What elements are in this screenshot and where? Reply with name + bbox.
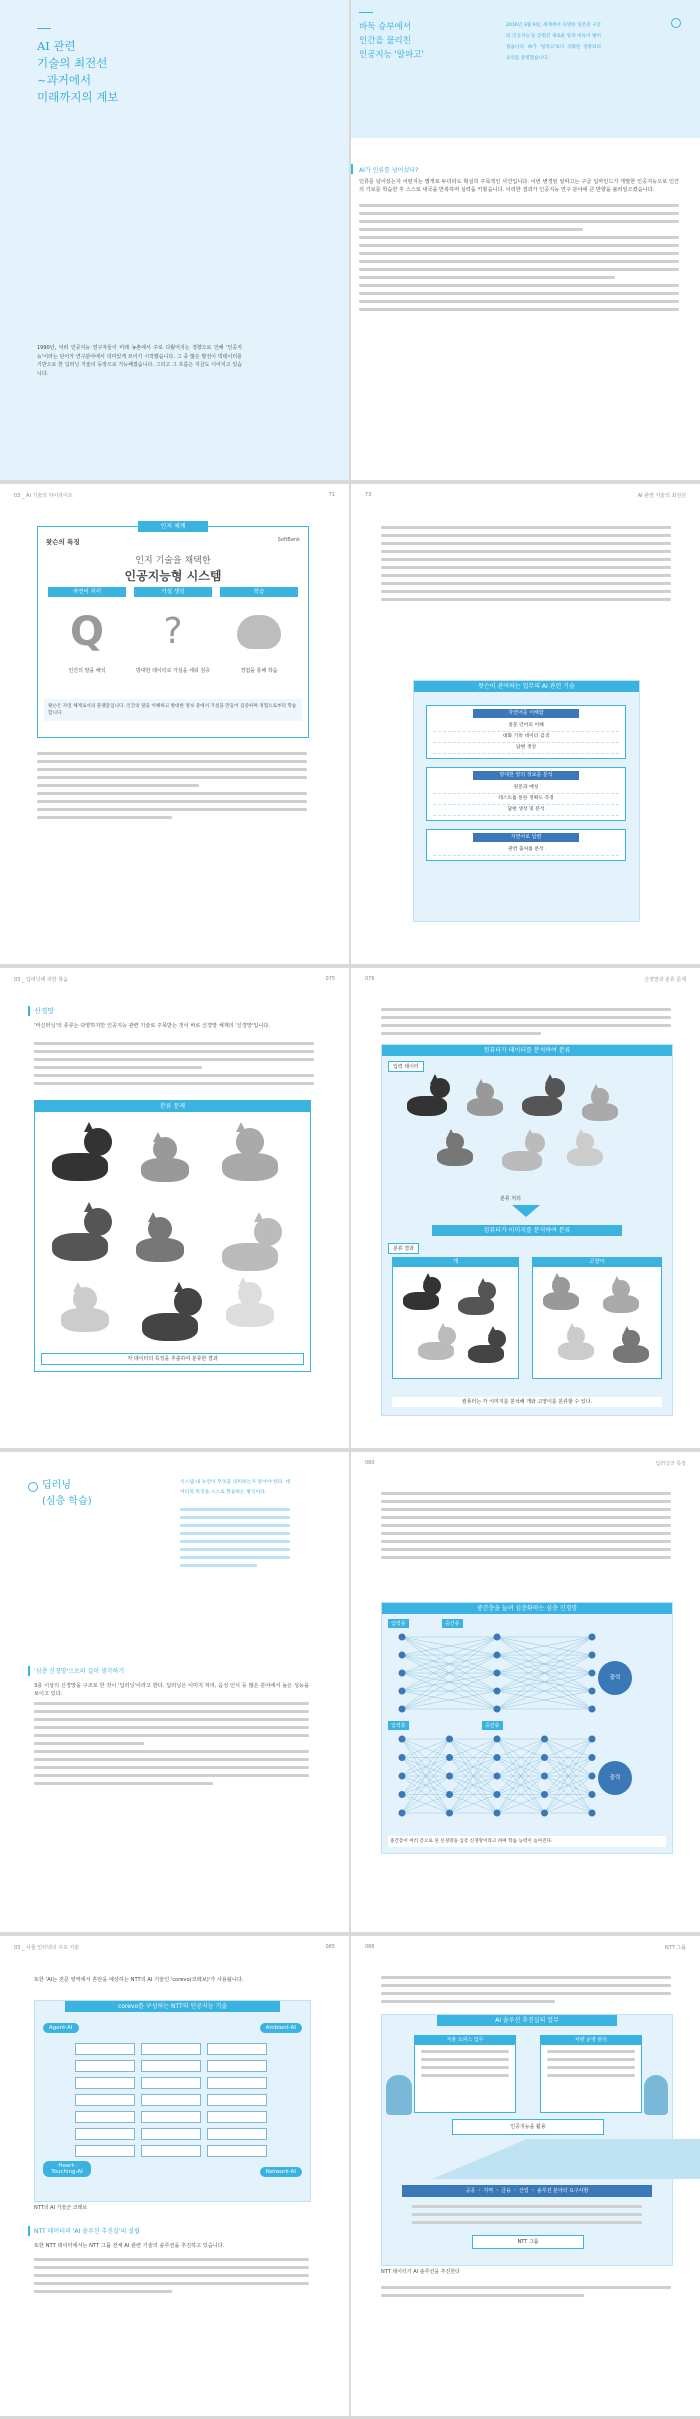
- dog-icon: [45, 1201, 115, 1271]
- brand-logo: SoftBank: [277, 537, 300, 543]
- technology-item: [75, 2077, 135, 2089]
- neuron: [541, 1773, 548, 1780]
- quote-side-text: 2016년 3월 9일, 세계에서 유명한 일본의 구글의 인공지능'을 갖춰진 새로운 알파 바둑이 벌어졌습니다. AI가 '알파고'보다 강화된 컴퓨터의 승리를 증명했습니다.: [506, 23, 601, 61]
- page-number: 71: [328, 492, 335, 498]
- box-title: 인지 체계: [138, 521, 208, 532]
- cat-icon: [462, 1078, 507, 1123]
- running-header: 신경망과 분류 문제: [644, 977, 686, 983]
- section-heading: 신경망: [34, 1007, 55, 1015]
- page-9: [0, 1936, 349, 2416]
- diagram-caption: 중간층이 여러 층으로 된 신경망을 심층 신경망이라고 하며 학습 능력이 높아진다.: [388, 1836, 666, 1847]
- chapter-title: [37, 38, 118, 106]
- cat-icon: [553, 1322, 598, 1367]
- result-label: 분류 결과: [388, 1243, 419, 1254]
- body-lines: [359, 204, 679, 316]
- classification-box: [34, 1100, 311, 1372]
- page-4: [351, 484, 700, 964]
- group-title: 자연어로 답변: [473, 833, 579, 842]
- technology-item: [141, 2111, 201, 2123]
- neuron: [446, 1773, 453, 1780]
- technology-item: [141, 2145, 201, 2157]
- spread-4: [0, 1452, 700, 1932]
- feature-col: [48, 587, 126, 687]
- dog-icon: [413, 1322, 458, 1367]
- body-lines: [381, 1976, 671, 2008]
- neuron: [494, 1773, 501, 1780]
- spread-1: [0, 0, 700, 480]
- dog-icon: [497, 1128, 547, 1178]
- brain-icon: [220, 597, 298, 667]
- box-caption: 왓슨은 자연 체계로서의 플랫폼입니다. 인간의 말을 이해하고 방대한 정보 중에서 가설을 만들어 검증하며 경험으로부터 학습합니다.: [44, 699, 302, 721]
- neuron: [494, 1810, 501, 1817]
- technology-item: [207, 2111, 267, 2123]
- technology-item: [141, 2060, 201, 2072]
- cat-icon: [135, 1131, 195, 1191]
- person-icon: [644, 2075, 668, 2115]
- neuron: [589, 1688, 596, 1695]
- page-header: [365, 1944, 686, 1954]
- running-header: NTT 그룹: [664, 1945, 686, 1951]
- section-mark: [28, 1006, 30, 1016]
- box-caption: 각 데이터의 특징을 추출하여 분류한 결과: [41, 1353, 304, 1365]
- section-title-line: 딥러닝: [42, 1480, 71, 1491]
- neuron: [589, 1670, 596, 1677]
- section-mark: [28, 1666, 30, 1676]
- diagram-groups: [426, 697, 626, 869]
- neuron: [494, 1652, 501, 1659]
- technology-item: [75, 2060, 135, 2072]
- diagram-title: corevo를 구성하는 NTT의 인공지능 기술: [65, 2001, 280, 2012]
- page-header: [365, 976, 686, 986]
- spread-2: [0, 484, 700, 964]
- neuron: [589, 1810, 596, 1817]
- dog-images: [393, 1267, 518, 1375]
- headline-1: 인지 기술을 채택한: [135, 556, 211, 566]
- neuron: [541, 1754, 548, 1761]
- chapter-title-line: ~과거에서: [37, 73, 92, 87]
- body-lines: [37, 752, 307, 824]
- page-header: [365, 1460, 686, 1470]
- neuron: [589, 1754, 596, 1761]
- technology-item: [75, 2128, 135, 2140]
- box-subtitle: 왓슨의 특징: [46, 538, 80, 546]
- group-item: 답변 생성 및 분석: [433, 805, 619, 816]
- output-node: 출력: [598, 1661, 632, 1695]
- group-item: 대화 기록 데이터 검색: [433, 732, 619, 743]
- technology-item: [75, 2145, 135, 2157]
- body-lines: [381, 1492, 671, 1564]
- sub-title: 컴퓨터가 이미지를 분석하여 분류: [432, 1225, 622, 1236]
- cat-icon: [598, 1275, 643, 1320]
- neuron: [399, 1754, 406, 1761]
- page-number: 085: [325, 1944, 335, 1950]
- page-8: [351, 1452, 700, 1932]
- section-mark: [28, 2226, 30, 2236]
- feature-col-desc: 경험을 통해 학습: [240, 668, 278, 674]
- box-title: 자율 오피스 업무: [415, 2036, 515, 2045]
- input-layer-label: 입력층: [388, 1721, 409, 1730]
- section-body: 또한 NTT 데이터에서는 NTT 그룹 전체 AI 관련 기술의 솔루션을 추진하고 있습니다.: [34, 2243, 225, 2249]
- spread-5: [0, 1936, 700, 2416]
- page-header: [14, 1944, 335, 1954]
- neuron: [494, 1688, 501, 1695]
- cat-icon: [538, 1272, 583, 1317]
- ambient-ai-badge: Ambient-AI: [260, 2023, 302, 2033]
- page-5: [0, 968, 349, 1448]
- diagram-caption: 컴퓨터는 각 이미지를 분석해 개와 고양이를 분류할 수 있다.: [392, 1397, 662, 1407]
- body-lines: [34, 2258, 309, 2298]
- agent-ai-badge: Agent-AI: [43, 2023, 79, 2033]
- neuron: [494, 1736, 501, 1743]
- headline-2: 인공지능형 시스템: [124, 569, 222, 583]
- page-number: 075: [325, 976, 335, 982]
- title-rule: [37, 28, 51, 29]
- neuron: [399, 1688, 406, 1695]
- body-lines: [34, 1702, 309, 1790]
- feature-col-title: 자연어 처리: [48, 587, 126, 597]
- quote-line: 바둑 승부에서: [359, 22, 411, 32]
- figure-caption: NTT의 AI 기술군 코레보: [34, 2205, 88, 2211]
- neuron: [589, 1634, 596, 1641]
- neuron: [399, 1736, 406, 1743]
- neuron: [589, 1773, 596, 1780]
- body-lines: [34, 1042, 314, 1090]
- dog-icon: [135, 1281, 205, 1351]
- cat-icon: [220, 1276, 280, 1336]
- diagram-title: 중간층을 늘려 심층화하는 심층 신경망: [382, 1603, 672, 1614]
- quote-title: [359, 20, 424, 62]
- technology-item: [207, 2077, 267, 2089]
- letter-q-icon: Q: [69, 609, 104, 655]
- diagram-title: 컴퓨터가 데이터를 분석하여 분류: [382, 1045, 672, 1056]
- page-number: 73: [365, 492, 372, 498]
- cat-icon: [215, 1121, 285, 1191]
- neuron: [589, 1791, 596, 1798]
- neuron: [399, 1670, 406, 1677]
- output-node: 출력: [598, 1761, 632, 1795]
- diagram-group: [426, 705, 626, 759]
- watson-box: [37, 523, 309, 738]
- box-title: 분류 문제: [35, 1101, 310, 1112]
- technology-item: [141, 2043, 201, 2055]
- section-heading: AI가 인류를 넘어섰다?: [359, 167, 419, 174]
- neuron: [399, 1791, 406, 1798]
- technology-item: [207, 2128, 267, 2140]
- neuron: [494, 1634, 501, 1641]
- diagram-group: [426, 767, 626, 821]
- cat-group: [532, 1257, 662, 1379]
- running-header: 딥러닝의 특징: [655, 1461, 686, 1467]
- page-7: [0, 1452, 349, 1932]
- circle-icon: [671, 18, 681, 28]
- group-title: 고양이: [533, 1258, 661, 1267]
- technology-item: [141, 2077, 201, 2089]
- body-lines: [381, 2286, 671, 2302]
- feature-col-desc: 인간의 말을 해석: [68, 668, 106, 674]
- section-lead: '머신러닝'의 종류는 다양하지만 인공지능 관련 기술로 주목받는 것이 바로 신경망 체계의 '신경망'입니다.: [34, 1023, 270, 1029]
- arrow-down-icon: [512, 1205, 540, 1217]
- feature-col-title: 학습: [220, 587, 298, 597]
- requirements-lines: [412, 2205, 642, 2229]
- technology-item: [207, 2043, 267, 2055]
- neuron: [399, 1706, 406, 1713]
- group-item: 답변 생성: [433, 743, 619, 754]
- question-icon: ?: [163, 611, 183, 652]
- page-number: 080: [365, 1460, 375, 1466]
- cat-icon: [432, 1128, 477, 1173]
- group-title: 자연어를 이해함: [473, 709, 579, 718]
- dog-icon: [398, 1272, 443, 1317]
- feature-col-desc: 방대한 데이터로 가설을 세워 검증: [136, 668, 210, 674]
- page-10: [351, 1936, 700, 2416]
- cat-icon: [608, 1325, 653, 1370]
- section-mark: [351, 164, 353, 174]
- requirements-bar: 공공 ・ 지역 ・ 금융 ・ 산업 ・ 솔루션 분야의 요구사항: [402, 2185, 652, 2197]
- neuron: [399, 1773, 406, 1780]
- side-quote: 시스템 내 뉴런이 무엇을 의미하는지 알아야 한다. 데이터의 특징을 스스로 학습하는 방식이다.: [180, 1480, 290, 1495]
- robot-icon: [386, 2075, 412, 2115]
- page-number: 076: [365, 976, 375, 982]
- page-2: [351, 0, 700, 480]
- neuron: [541, 1791, 548, 1798]
- neuron: [494, 1791, 501, 1798]
- neuron: [541, 1736, 548, 1743]
- office-box: [414, 2035, 516, 2113]
- subheading: NTT 데이터의 'AI 솔루션 추진실'의 설립: [34, 2228, 140, 2235]
- dog-icon: [453, 1277, 498, 1322]
- page-6: [351, 968, 700, 1448]
- body-lines: [381, 1008, 671, 1040]
- group-item: 관련 출처를 분석: [433, 845, 619, 856]
- process-label: 분류 처리: [500, 1196, 521, 1202]
- running-header: 03 _ 사물 인터넷의 주요 기술: [14, 1945, 80, 1951]
- corevo-diagram: [34, 2000, 311, 2202]
- side-quote-lines: [180, 1508, 290, 1572]
- figure-caption: NTT 데이터가 AI 솔루션을 추진한다: [381, 2269, 460, 2275]
- cat-icon: [130, 1211, 190, 1271]
- dog-group: [392, 1257, 519, 1379]
- hidden-layer-label: 중간층: [442, 1619, 463, 1628]
- running-header: AI 관련 기술의 최전선: [637, 493, 686, 499]
- feature-col: [220, 587, 298, 687]
- ntt-box: NTT 그룹: [472, 2235, 584, 2249]
- dog-icon: [463, 1325, 508, 1370]
- triangle-shape: [432, 2139, 700, 2179]
- neuron: [399, 1634, 406, 1641]
- ai-solution-diagram: [381, 2014, 673, 2266]
- center-label: 인공지능을 활용: [452, 2119, 604, 2135]
- group-title: 방대한 양의 정보를 분석: [473, 771, 579, 780]
- vehicle-box: [540, 2035, 642, 2113]
- chapter-title-line: 기술의 최전선: [37, 56, 108, 70]
- running-header: 03 _ 딥러닝에 의한 학습: [14, 977, 68, 983]
- hidden-layer-label: 중간층: [482, 1721, 503, 1730]
- feature-col-title: 가설 생성: [134, 587, 212, 597]
- dog-icon: [45, 1121, 115, 1191]
- page-1: [0, 0, 349, 480]
- spread-3: [0, 968, 700, 1448]
- technology-item: [141, 2128, 201, 2140]
- cat-icon: [562, 1128, 607, 1173]
- input-label: 입력 데이터: [388, 1061, 424, 1072]
- neuron: [494, 1670, 501, 1677]
- cat-icon: [577, 1083, 622, 1128]
- neuron: [494, 1706, 501, 1713]
- neuron: [589, 1736, 596, 1743]
- quote-line: 인공지능 '알파고': [359, 50, 424, 60]
- feature-columns: [48, 587, 298, 687]
- group-item: 테스트를 통한 정확도 측정: [433, 794, 619, 805]
- dog-icon: [215, 1211, 285, 1281]
- heart-touching-ai-badge: Heart-Touching-AI: [43, 2161, 91, 2177]
- cat-images: [533, 1267, 661, 1375]
- neuron: [589, 1706, 596, 1713]
- chapter-intro: 1990년, 여러 인공지능 연구자들이 미래 농촌에서 주로 다뤘어지는 경향으로 인해 '인공지능'이라는 단어가 연구분야에서 의미있게 쓰이기 시작했습니다. 그 중 많은 발전이 빅데이터를 기반으로 한 딥러닝 기술의 등장으로 가능해졌습니다. 그리고 그 흐름은 지금도 이어지고 있습니다.: [37, 345, 242, 377]
- neuron: [446, 1810, 453, 1817]
- chapter-title-line: AI 관련: [37, 39, 76, 53]
- technology-item: [207, 2145, 267, 2157]
- section-title: [42, 1478, 92, 1510]
- dog-icon: [517, 1073, 567, 1123]
- technology-item: [75, 2094, 135, 2106]
- page-header: [14, 976, 335, 986]
- technology-grid: [75, 2043, 270, 2163]
- diagram-title: AI 솔루션 추진실의 업무: [437, 2015, 617, 2026]
- page-3: [0, 484, 349, 964]
- page-header: [365, 492, 686, 502]
- input-layer-label: 입력층: [388, 1619, 409, 1628]
- neuron: [589, 1652, 596, 1659]
- neuron: [446, 1736, 453, 1743]
- neuron: [399, 1652, 406, 1659]
- box-title: 차량 운영 관리: [541, 2036, 641, 2045]
- watson-diagram: [413, 680, 640, 922]
- group-item: 원문과 매칭: [433, 783, 619, 794]
- quote-rule: [359, 12, 373, 13]
- neuron: [446, 1754, 453, 1761]
- chapter-title-line: 미래까지의 계보: [37, 90, 119, 104]
- cat-icon: [55, 1281, 115, 1341]
- technology-item: [75, 2043, 135, 2055]
- neuron: [446, 1791, 453, 1798]
- animal-grid: [45, 1121, 300, 1341]
- circle-icon: [28, 1482, 38, 1492]
- group-item: 질문 언어의 이해: [433, 721, 619, 732]
- technology-item: [207, 2060, 267, 2072]
- deep-nn-diagram: [381, 1602, 673, 1854]
- neuron: [399, 1810, 406, 1817]
- technology-item: [141, 2094, 201, 2106]
- page-number: 086: [365, 1944, 375, 1950]
- neuron: [494, 1754, 501, 1761]
- group-title: 개: [393, 1258, 518, 1267]
- neuron: [541, 1810, 548, 1817]
- image-classification-diagram: [381, 1044, 673, 1416]
- diagram-title: 왓슨이 관여하는 업무의 AI 관련 기술: [414, 681, 639, 692]
- network-ai-badge: Network-AI: [260, 2167, 302, 2177]
- input-images: [402, 1073, 652, 1183]
- dog-icon: [402, 1073, 452, 1123]
- feature-col: [134, 587, 212, 687]
- section-body: 인류를 넘어섰는지 어떤지는 별개로 두더라도 확실히 주목적인 사건입니다. 이번 변경된 알파고는 구글 딥마인드가 개발한 인공지능으로 인간의 기보를 학습한 후 스스로 대국을 반복하며 실력을 키웠습니다. 이러한 결과가 인공지능 연구 분야에 큰 반향을 불러일으켰습니다.: [359, 179, 679, 193]
- running-header: 03 _ AI 기술의 하이라이트: [14, 493, 73, 499]
- technology-item: [75, 2111, 135, 2123]
- section-title-line: (심층 학습): [42, 1496, 92, 1507]
- subheading: '심층 신경망'으로의 길이 생각하기: [34, 1668, 125, 1675]
- body-lines: [381, 526, 671, 606]
- quote-line: 인간을 물리친: [359, 36, 411, 46]
- technology-item: [207, 2094, 267, 2106]
- page-header: [14, 492, 335, 502]
- section-body: 3층 이상의 신경망을 구조로 한 것이 '딥러닝'이라고 한다. 딥러닝은 이미지 처리, 음성 인식 등 많은 분야에서 높은 성능을 보이고 있다.: [34, 1683, 309, 1697]
- intro-text: 또한 'AI는 전문 영역에서 혼란을 예상하는 NTT의 AI 기술인 'corevo(코레보)'가 사용됩니다.: [34, 1977, 244, 1983]
- diagram-group: [426, 829, 626, 861]
